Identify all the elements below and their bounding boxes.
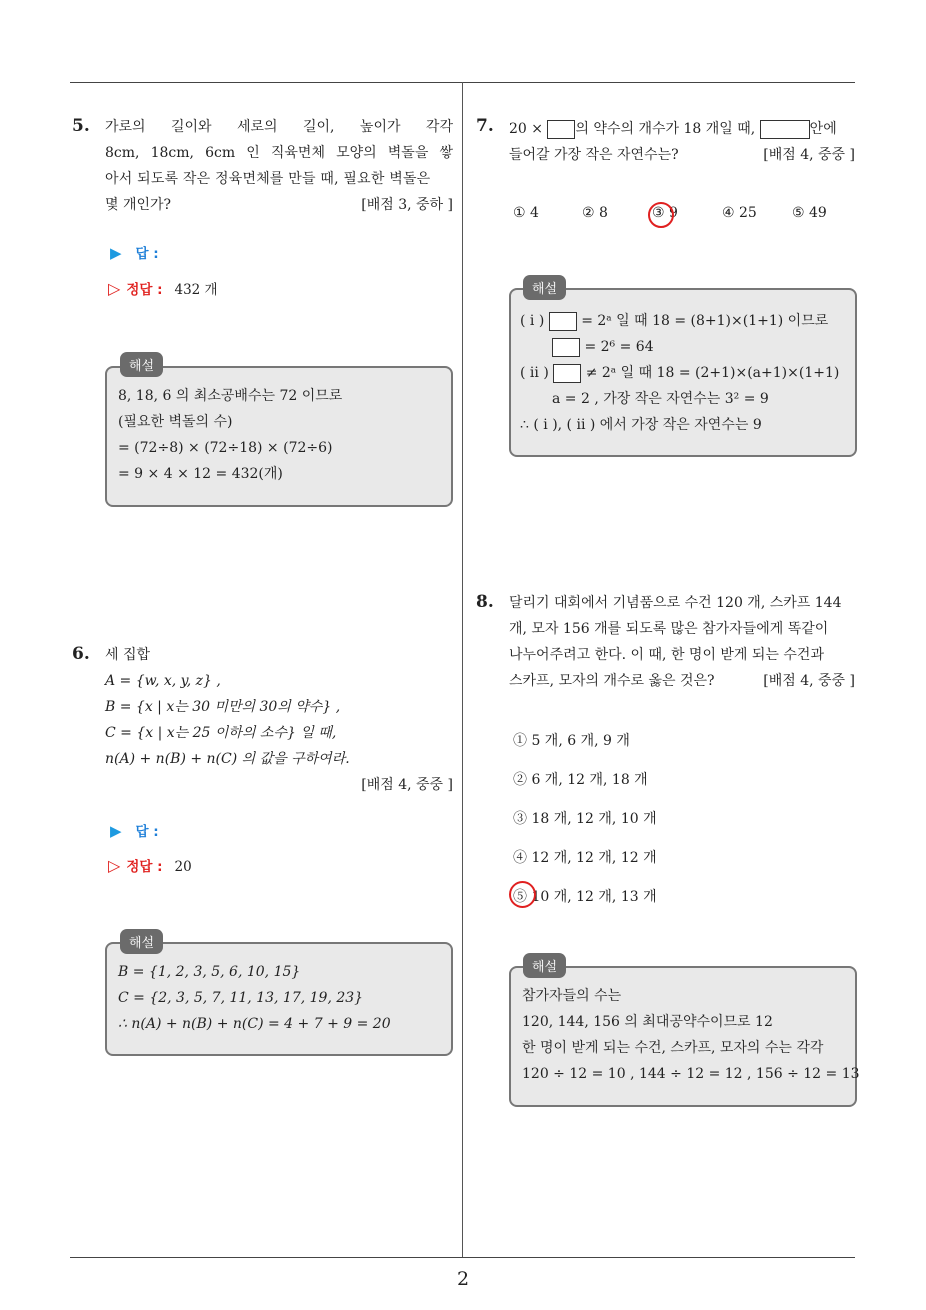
question-text: 달리기 대회에서 기념품으로 수건 120 개, 스카프 144 개, 모자 156 개를 되도록 많은 참가자들에게 똑같이 나누어주려고 한다. 이 때, 한 명이 받게 되는 수건과 스카프, 모자의 개수로 옳은 것은? [509, 595, 842, 689]
set-definitions: A = {w, x, y, z} , B = {x | x는 30 미만의 30의 약수} , C = {x | x는 25 이하의 소수} 일 때, n(A) + n(B) + n(C) 의 값을 구하여라. [105, 673, 350, 767]
footer-rule [70, 1257, 855, 1258]
question-text-line: 아서 되도록 작은 정육면체를 만들 때, 필요한 벽돌은 [105, 171, 431, 187]
play-triangle-icon: ▶ [110, 822, 122, 840]
question-text-line: 20 × 의 약수의 개수가 18 개일 때, 안에 [509, 121, 837, 137]
outline-triangle-icon: ▷ [108, 279, 121, 298]
choice-5[interactable]: ⑤ 49 [792, 205, 827, 221]
blank-box [553, 364, 581, 383]
score-label: [배점 4, 중중 ] [763, 673, 855, 689]
correct-answer-value: 20 [174, 859, 192, 875]
choice-1[interactable]: ① 4 [513, 205, 539, 221]
score-label: [배점 3, 중하 ] [361, 197, 453, 213]
question-text-line: 세 집합 [105, 647, 151, 663]
question-number: 7. [476, 116, 494, 136]
solution-text: 참가자들의 수는 120, 144, 156 의 최대공약수이므로 12 한 명이 받게 되는 수건, 스카프, 모자의 수는 각각 120 ÷ 12 = 10 , 144 ÷ 12 = 12 , 156 ÷ 12 = 13 [522, 988, 860, 1082]
solution-text: ( i ) = 2ᵃ 일 때 18 = (8+1)×(1+1) 이므로 = 2⁶ = 64 ( ii ) ≠ 2ᵃ 일 때 18 = (2+1)×(a+1)×(1+1) a = 2 , 가장 작은 자연수는 3² = 9 ∴ ( i ), ( ii ) 에서 가장 작은 자연수는 9 [520, 313, 840, 433]
choice-5[interactable]: ⑤ 10 개, 12 개, 13 개 [513, 889, 657, 905]
question-number: 5. [72, 116, 90, 136]
solution-tag: 해설 [523, 275, 566, 300]
correct-answer-row: ▷ 정답 : 432 개 [108, 279, 218, 298]
choice-4[interactable]: ④ 25 [722, 205, 757, 221]
solution-text: 8, 18, 6 의 최소공배수는 72 이므로 (필요한 벽돌의 수) = (72÷8) × (72÷18) × (72÷6) = 9 × 4 × 12 = 432(개) [118, 388, 343, 482]
selected-answer-circle [648, 202, 674, 228]
question-number: 8. [476, 592, 494, 612]
question-text-line: 8cm, 18cm, 6cm 인 직육면체 모양의 벽돌을 쌓 [105, 145, 453, 161]
score-label: [배점 4, 중중 ] [361, 777, 453, 793]
solution-tag: 해설 [120, 352, 163, 377]
selected-answer-circle [509, 881, 536, 908]
blank-box [549, 312, 577, 331]
question-text-line: 몇 개인가? [105, 197, 172, 213]
answer-row: ▶ 답 : [110, 244, 159, 262]
page-number: 2 [456, 1268, 470, 1290]
solution-tag: 해설 [120, 929, 163, 954]
blank-box [760, 120, 810, 139]
choice-4[interactable]: ④ 12 개, 12 개, 12 개 [513, 850, 657, 866]
blank-box [547, 120, 575, 139]
question-text-line: 가로의 길이와 세로의 길이, 높이가 각각 [105, 119, 453, 135]
correct-answer-row: ▷ 정답 : 20 [108, 856, 192, 875]
solution-text: B = {1, 2, 3, 5, 6, 10, 15} C = {2, 3, 5, 7, 11, 13, 17, 19, 23} ∴ n(A) + n(B) + n(C) = 4 + 7 + 9 = 20 [118, 964, 391, 1032]
play-triangle-icon: ▶ [110, 244, 122, 262]
choice-3[interactable]: ③ 18 개, 12 개, 10 개 [513, 811, 657, 827]
column-divider [462, 82, 463, 1258]
score-label: [배점 4, 중중 ] [763, 147, 855, 163]
choice-1[interactable]: ① 5 개, 6 개, 9 개 [513, 733, 630, 749]
outline-triangle-icon: ▷ [108, 856, 121, 875]
question-text-line: 들어갈 가장 작은 자연수는? [509, 147, 679, 163]
answer-row: ▶ 답 : [110, 822, 159, 840]
blank-box [552, 338, 580, 357]
choice-3[interactable]: ③ 9 [652, 205, 678, 221]
question-number: 6. [72, 644, 90, 664]
correct-answer-value: 432 개 [174, 282, 218, 298]
choice-2[interactable]: ② 6 개, 12 개, 18 개 [513, 772, 648, 788]
solution-tag: 해설 [523, 953, 566, 978]
choice-2[interactable]: ② 8 [582, 205, 608, 221]
